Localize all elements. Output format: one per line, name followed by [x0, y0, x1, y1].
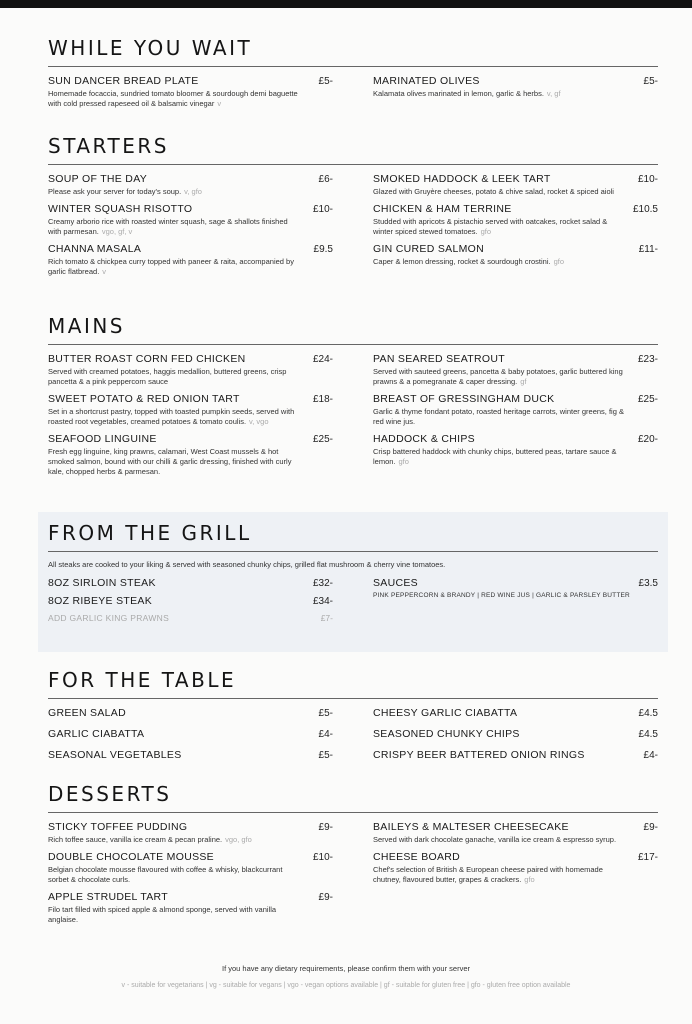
item-price: £4-	[643, 750, 658, 761]
item-description-text: Rich toffee sauce, vanilla ice cream & pecan praline.	[48, 835, 223, 844]
section-title: DESSERTS	[48, 782, 172, 806]
section-title: WHILE YOU WAIT	[48, 36, 253, 60]
item-price: £10.5	[632, 204, 658, 215]
item-description	[48, 865, 303, 885]
item-description	[373, 835, 628, 845]
item-description-text: Homemade focaccia, sundried tomato bloomer & sourdough demi baguette with cold pressed rapeseed oil & balsamic vinegar	[48, 89, 298, 108]
menu-item	[48, 851, 333, 885]
menu-item	[48, 353, 333, 387]
item-header	[373, 243, 658, 255]
item-description-text: Glazed with Gruyère cheeses, potato & chive salad, rocket & spiced aioli	[373, 187, 614, 196]
section-from-the-grill	[48, 521, 658, 629]
item-price: £9.5	[313, 244, 333, 255]
item-description-text: Please ask your server for today's soup.	[48, 187, 182, 196]
photo-top-edge	[0, 0, 692, 8]
item-price: £11-	[638, 244, 658, 255]
section-columns	[48, 75, 658, 115]
item-header	[48, 707, 333, 719]
menu-item	[373, 728, 658, 740]
item-description-text: Garlic & thyme fondant potato, roasted heritage carrots, winter greens, fig & red wine jus.	[373, 407, 624, 426]
item-price: £18-	[312, 394, 333, 405]
item-header	[373, 821, 658, 833]
item-description	[373, 367, 628, 387]
column-left	[48, 707, 333, 770]
item-name: BAILEYS & MALTESER CHEESECAKE	[373, 821, 569, 833]
column-left	[48, 353, 333, 483]
item-header	[48, 728, 333, 740]
sauces-item	[373, 577, 658, 589]
item-description-text: Fresh egg linguine, king prawns, calamari, West Coast mussels & hot smoked salmon, bound with our chilli & garlic dressing, finished with curly kale, chopped herbs & parmesan.	[48, 447, 292, 476]
item-price: £32-	[312, 578, 333, 589]
item-description	[48, 187, 303, 197]
item-price: £4.5	[638, 729, 658, 740]
item-name: CHEESE BOARD	[373, 851, 461, 863]
menu-item	[48, 749, 333, 761]
menu-item	[373, 243, 658, 267]
item-price: £17-	[637, 852, 658, 863]
dietary-tag: gfo	[398, 457, 409, 466]
section-for-the-table	[48, 668, 658, 770]
item-description	[48, 257, 303, 277]
item-price: £4-	[318, 729, 333, 740]
item-price: £5-	[318, 708, 333, 719]
menu-item	[48, 173, 333, 197]
addon-item	[48, 613, 333, 623]
item-description-text: Served with dark chocolate ganache, vanilla ice cream & espresso syrup.	[373, 835, 617, 844]
divider	[48, 164, 658, 165]
menu-item	[48, 203, 333, 237]
item-price: £10-	[637, 174, 658, 185]
menu-item	[48, 891, 333, 925]
item-name: SEASONED CHUNKY CHIPS	[373, 728, 520, 740]
item-name: HADDOCK & CHIPS	[373, 433, 475, 445]
item-name: 8OZ RIBEYE STEAK	[48, 595, 152, 607]
column-right	[373, 353, 658, 483]
item-name: STICKY TOFFEE PUDDING	[48, 821, 188, 833]
item-description	[373, 217, 628, 237]
item-name: APPLE STRUDEL TART	[48, 891, 168, 903]
item-header	[48, 891, 333, 903]
item-name: GIN CURED SALMON	[373, 243, 484, 255]
menu-item	[373, 851, 658, 885]
item-description	[373, 89, 628, 99]
menu-item	[373, 75, 658, 99]
item-price: £7-	[320, 613, 333, 623]
item-price: £4.5	[638, 708, 658, 719]
menu-item	[373, 393, 658, 427]
divider	[48, 698, 658, 699]
column-right	[373, 173, 658, 283]
dietary-tag: v	[102, 267, 107, 276]
item-description-text: Rich tomato & chickpea curry topped with paneer & raita, accompanied by garlic flatbread.	[48, 257, 294, 276]
item-header	[48, 353, 333, 365]
item-description	[48, 407, 303, 427]
item-header	[48, 749, 333, 761]
section-title: FOR THE TABLE	[48, 668, 237, 692]
item-description-text: Chef's selection of British & European cheese paired with homemade chutney, flavoured butter, grapes & crackers.	[373, 865, 603, 884]
item-header	[373, 173, 658, 185]
menu-item	[373, 433, 658, 467]
section-title: FROM THE GRILL	[48, 521, 252, 545]
item-header	[48, 75, 333, 87]
column-right	[373, 75, 658, 115]
item-name: DOUBLE CHOCOLATE MOUSSE	[48, 851, 214, 863]
menu-item	[373, 203, 658, 237]
item-price: £5-	[318, 76, 333, 87]
dietary-tag: v, vgo	[249, 417, 269, 426]
dietary-tag: v, gf	[546, 89, 561, 98]
column-right	[373, 821, 658, 931]
menu-item	[48, 821, 333, 845]
menu-item	[48, 577, 333, 589]
item-name: BREAST OF GRESSINGHAM DUCK	[373, 393, 555, 405]
menu-item	[48, 595, 333, 607]
item-name: GARLIC CIABATTA	[48, 728, 145, 740]
section-columns	[48, 707, 658, 770]
item-price: £5-	[643, 76, 658, 87]
section-title: MAINS	[48, 314, 125, 338]
item-header	[373, 75, 658, 87]
column-left	[48, 173, 333, 283]
section-columns	[48, 173, 658, 283]
item-name: CHANNA MASALA	[48, 243, 142, 255]
item-price: £9-	[643, 822, 658, 833]
item-description-text: Served with sauteed greens, pancetta & baby potatoes, garlic buttered king prawns & a pomegranate & caper dressing.	[373, 367, 623, 386]
item-name: 8OZ SIRLOIN STEAK	[48, 577, 156, 589]
item-price: £9-	[318, 822, 333, 833]
divider	[48, 344, 658, 345]
item-header	[48, 203, 333, 215]
item-price: £23-	[637, 354, 658, 365]
item-price: £34-	[312, 596, 333, 607]
item-name: SAUCES	[373, 577, 418, 589]
dietary-tag: gfo	[480, 227, 492, 236]
column-right	[373, 707, 658, 770]
item-description	[48, 447, 303, 477]
item-header	[373, 433, 658, 445]
item-name: SUN DANCER BREAD PLATE	[48, 75, 199, 87]
item-header	[373, 749, 658, 761]
item-name: CHICKEN & HAM TERRINE	[373, 203, 512, 215]
item-description	[48, 835, 303, 845]
menu-item	[48, 393, 333, 427]
dietary-tag: gfo	[553, 257, 565, 266]
item-description-text: Studded with apricots & pistachio served with oatcakes, rocket salad & winter spiced stewed tomatoes.	[373, 217, 608, 236]
item-name: SOUP OF THE DAY	[48, 173, 148, 185]
item-price: £9-	[318, 892, 333, 903]
menu-item	[48, 75, 333, 109]
menu-item	[373, 353, 658, 387]
item-name: CHEESY GARLIC CIABATTA	[373, 707, 518, 719]
divider	[48, 551, 658, 552]
section-mains	[48, 314, 658, 483]
item-description	[373, 257, 628, 267]
item-description-text: Kalamata olives marinated in lemon, garlic & herbs.	[373, 89, 544, 98]
menu-item	[48, 433, 333, 477]
item-header	[48, 433, 333, 445]
item-price: £10-	[312, 204, 333, 215]
item-name: ADD GARLIC KING PRAWNS	[48, 613, 170, 623]
item-header	[373, 203, 658, 215]
item-name: MARINATED OLIVES	[373, 75, 480, 87]
column-left	[48, 821, 333, 931]
item-description	[373, 447, 628, 467]
item-price: £25-	[637, 394, 658, 405]
item-header	[373, 851, 658, 863]
menu-item	[48, 728, 333, 740]
item-description-text: Belgian chocolate mousse flavoured with coffee & whisky, blackcurrant sorbet & chocolate curls.	[48, 865, 283, 884]
dietary-tag: gfo	[524, 875, 535, 884]
item-description-text: Set in a shortcrust pastry, topped with toasted pumpkin seeds, served with roasted root vegetables, creamed potatoes & tomato coulis.	[48, 407, 295, 426]
item-price: £6-	[318, 174, 333, 185]
item-name: SEAFOOD LINGUINE	[48, 433, 157, 445]
item-header	[373, 353, 658, 365]
item-header	[373, 393, 658, 405]
item-header	[48, 851, 333, 863]
dietary-note: If you have any dietary requirements, please confirm them with your server	[221, 964, 471, 973]
item-description	[48, 217, 303, 237]
item-description-text: Served with creamed potatoes, haggis medallion, buttered greens, crisp pancetta & a pink peppercorn sauce	[48, 367, 287, 386]
item-description	[48, 89, 303, 109]
grill-note: All steaks are cooked to your liking & served with seasoned chunky chips, grilled flat mushroom & cherry vine tomatoes.	[48, 560, 446, 569]
item-name: PAN SEARED SEATROUT	[373, 353, 505, 365]
item-description-text: Creamy arborio rice with roasted winter squash, sage & shallots finished with parmesan.	[48, 217, 288, 236]
section-desserts	[48, 782, 658, 931]
item-header	[48, 821, 333, 833]
item-price: £25-	[312, 434, 333, 445]
item-name: CRISPY BEER BATTERED ONION RINGS	[373, 749, 585, 761]
divider	[48, 812, 658, 813]
item-header	[373, 728, 658, 740]
item-price: £5-	[318, 750, 333, 761]
column-left	[48, 75, 333, 115]
dietary-tag: gf	[520, 377, 527, 386]
menu-item	[373, 749, 658, 761]
section-while-you-wait	[48, 36, 658, 115]
item-header	[48, 243, 333, 255]
item-description-text: Caper & lemon dressing, rocket & sourdough crostini.	[373, 257, 551, 266]
item-price: £20-	[637, 434, 658, 445]
item-description	[48, 905, 303, 925]
item-name: SWEET POTATO & RED ONION TART	[48, 393, 240, 405]
item-description	[48, 367, 303, 387]
item-description-text: Crisp battered haddock with chunky chips, buttered peas, tartare sauce & lemon.	[373, 447, 617, 466]
item-name: GREEN SALAD	[48, 707, 126, 719]
item-price: £3.5	[638, 578, 658, 589]
menu-item	[48, 707, 333, 719]
item-price: £10-	[312, 852, 333, 863]
menu-item	[373, 707, 658, 719]
section-title: STARTERS	[48, 134, 169, 158]
section-starters	[48, 134, 658, 283]
section-columns	[48, 821, 658, 931]
dietary-tag: vgo, gf, v	[101, 227, 133, 236]
divider	[48, 66, 658, 67]
menu-item	[373, 821, 658, 845]
menu-item	[48, 243, 333, 277]
menu-item	[373, 173, 658, 197]
section-columns	[48, 353, 658, 483]
item-price: £24-	[312, 354, 333, 365]
item-header	[373, 707, 658, 719]
item-name: WINTER SQUASH RISOTTO	[48, 203, 193, 215]
item-name: BUTTER ROAST CORN FED CHICKEN	[48, 353, 246, 365]
item-description	[373, 187, 628, 197]
item-name: SMOKED HADDOCK & LEEK TART	[373, 173, 551, 185]
dietary-tag: v, gfo	[184, 187, 202, 196]
item-header	[48, 393, 333, 405]
item-description	[373, 407, 628, 427]
item-description-text: Filo tart filled with spiced apple & almond sponge, served with vanilla anglaise.	[48, 905, 277, 924]
item-header	[48, 173, 333, 185]
sauce-options: PINK PEPPERCORN & BRANDY | RED WINE JUS | GARLIC & PARSLEY BUTTER	[373, 592, 630, 599]
item-name: SEASONAL VEGETABLES	[48, 749, 182, 761]
dietary-tag: v	[217, 99, 222, 108]
dietary-legend: v - suitable for vegetarians | vg - suitable for vegans | vgo - vegan options available | gf - suitable for gluten free | gfo - gluten free option available	[121, 982, 571, 989]
item-description	[373, 865, 628, 885]
dietary-tag: vgo, gfo	[225, 835, 252, 844]
